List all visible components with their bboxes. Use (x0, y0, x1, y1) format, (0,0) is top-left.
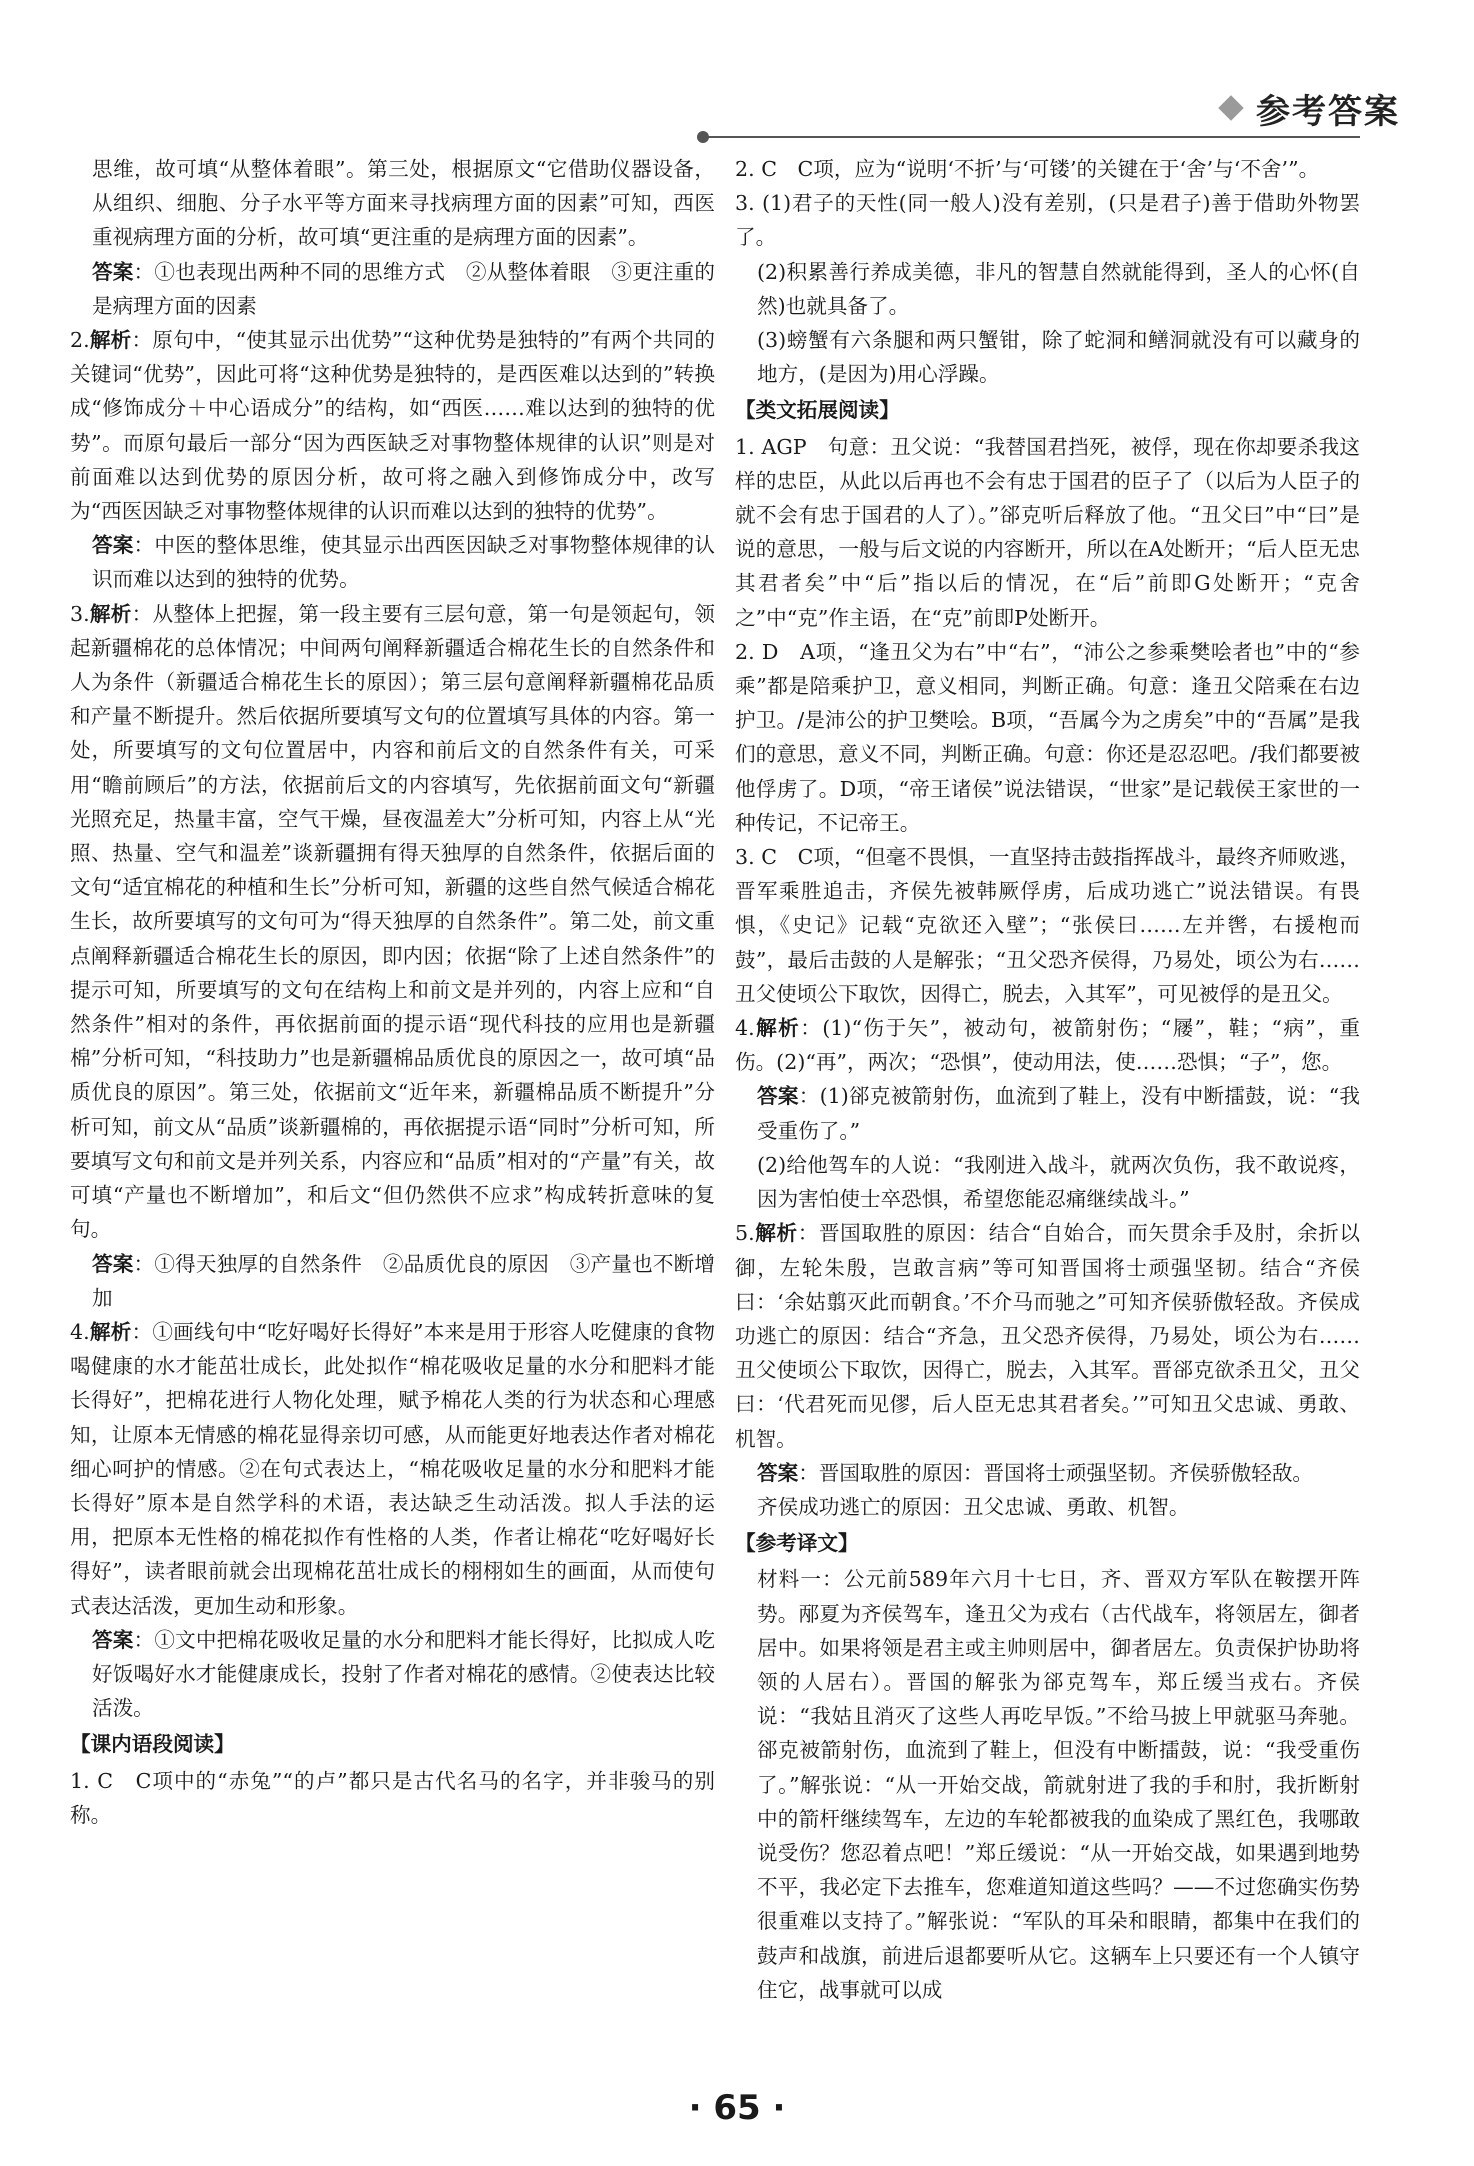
question-e3: 3. C C项，“但毫不畏惧，一直坚持击鼓指挥战斗，最终齐师败逃，晋军乘胜追击，齐侯先被韩厥俘虏，后成功逃亡”说法错误。有畏惧，《史记》记载“克欲还入壁”；“张侯曰……左并辔，右援枹而鼓”，最后击鼓的人是解张；“丑父恐齐侯得，乃易处，顷公为右……丑父使顷公下取饮，因得亡，脱去，入其军”，可见被俘的是丑父。 (735, 845, 1360, 1006)
question-k3-part2: (2)积累善行养成美德，非凡的智慧自然就能得到，圣人的心怀(自然)也就具备了。 (757, 259, 1360, 318)
section-heading-translation: 【参考译文】 (735, 1531, 859, 1556)
analysis-text: ：(1)“伤于矢”，被动句，被箭射伤；“屦”，鞋；“病”，重伤。(2)“再”，两次；“恐惧”，使动用法，使……恐惧；“子”，您。 (735, 1016, 1360, 1075)
analysis-text: ：晋国取胜的原因：结合“自始合，而矢贯余手及肘，余折以御，左轮朱殷，岂敢言病”等可知晋国将士顽强坚韧。结合“齐侯曰：‘余姑翦灭此而朝食。’不介马而驰之”可知齐侯骄傲轻敌。齐侯成功逃亡的原因：结合“齐急，丑父恐齐侯得，乃易处，顷公为右……丑父使顷公下取饮，因得亡，脱去，入其军。晋郤克欲杀丑父，丑父曰：‘代君死而见僇，后人臣无忠其君者矣。’”可知丑父忠诚、勇敢、机智。 (735, 1221, 1361, 1451)
diamond-icon (1218, 95, 1243, 120)
question-2 (70, 323, 715, 528)
section-heading-classroom: 【课内语段阅读】 (70, 1732, 235, 1757)
answer-continued: (2)给他驾车的人说：“我刚进入战斗，就两次负伤，我不敢说疼，因为害怕使士卒恐惧，希望您能忍痛继续战斗。” (757, 1152, 1360, 1212)
question-e4 (735, 1011, 1360, 1079)
answer-text: ：(1)郤克被箭射伤，血流到了鞋上，没有中断擂鼓，说：“我受重伤了。” (757, 1084, 1361, 1143)
answer-label: 答案 (92, 1627, 134, 1652)
question-e2: 2. D A项，“逢丑父为右”中“右”，“沛公之参乘樊哙者也”中的“参乘”都是陪乘护卫，意义相同，判断正确。句意：逢丑父陪乘在右边护卫。/是沛公的护卫樊哙。B项，“吾属今为之虏矣”中的“吾属”是我们的意思，意义不同，判断正确。句意：你还是忍忍吧。/我们都要被他俘虏了。D项，“帝王诸侯”说法错误，“世家”是记载侯王家世的一种传记，不记帝王。 (735, 639, 1360, 835)
question-number: 2. (70, 328, 90, 353)
question-number: 5. (735, 1221, 755, 1246)
section-heading-extended: 【类文拓展阅读】 (735, 398, 900, 423)
answer (735, 1456, 1360, 1490)
question-k1: 1. C C项中的“赤兔”“的卢”都只是古代名马的名字，并非骏马的别称。 (70, 1768, 715, 1827)
answer-label: 答案 (92, 1251, 134, 1276)
question-4 (70, 1315, 715, 1623)
page-header (1000, 88, 1400, 132)
answer-text: ：①文中把棉花吸收足量的水分和肥料才能长得好，比拟成人吃好饭喝好水才能健康成长，投射了作者对棉花的感情。②使表达比较活泼。 (92, 1627, 715, 1721)
question-e1: 1. AGP 句意：丑父说：“我替国君挡死，被俘，现在你却要杀我这样的忠臣，从此以后再也不会有忠于国君的臣子了（以后为人臣子的就不会有忠于国君的人了）。”郤克听后释放了他。“丑父曰”中“曰”是说的意思，一般与后文说的内容断开，所以在A处断开；“后人臣无忠其君者矣”中“后”指以后的情况，在“后”前即G处断开；“克舍之”中“克”作主语，在“克”前即P处断开。 (735, 434, 1360, 630)
left-column (70, 152, 715, 1832)
answer-continued: 齐侯成功逃亡的原因：丑父忠诚、勇敢、机智。 (757, 1494, 1190, 1519)
answer (70, 255, 715, 323)
page-number: · 65 · (688, 2088, 786, 2128)
answer-text: ：晋国取胜的原因：晋国将士顽强坚韧。齐侯骄傲轻敌。 (798, 1460, 1314, 1485)
analysis-label: 解析 (754, 1016, 801, 1041)
question-number: 4. (70, 1319, 90, 1344)
answer-label: 答案 (757, 1460, 799, 1485)
header-rule (700, 136, 1360, 138)
analysis-text: ：①画线句中“吃好喝好长得好”本来是用于形容人吃健康的食物喝健康的水才能茁壮成长，此处拟作“棉花吸收足量的水分和肥料才能长得好”，把棉花进行人物化处理，赋予棉花人类的行为状态和心理感知，让原本无情感的棉花显得亲切可感，从而能更好地表达作者对棉花细心呵护的情感。②在句式表达上，“棉花吸收足量的水分和肥料才能长得好”原本是自然学科的术语，表达缺乏生动活泼。拟人手法的运用，把原本无性格的棉花拟作有性格的人类，作者让棉花“吃好喝好长得好”，读者眼前就会出现棉花茁壮成长的栩栩如生的画面，从而使句式表达活泼，更加生动和形象。 (70, 1319, 715, 1618)
answer (735, 1079, 1360, 1147)
answer (70, 1623, 715, 1726)
answer-text: ：①得天独厚的自然条件 ②品质优良的原因 ③产量也不断增加 (92, 1251, 715, 1310)
question-3 (70, 597, 715, 1247)
question-number: 4. (735, 1016, 755, 1041)
analysis-text: ：原句中，“使其显示出优势”“这种优势是独特的”有两个共同的关键词“优势”，因此可将“这种优势是独特的，是西医难以达到的”转换成“修饰成分＋中心语成分”的结构，如“西医……难以达到的独特的优势”。而原句最后一部分“因为西医缺乏对事物整体规律的认识”则是对前面难以达到优势的原因分析，故可将之融入到修饰成分中，改写为“西医因缺乏对事物整体规律的认识而难以达到的独特的优势”。 (70, 328, 715, 524)
answer-text: ：中医的整体思维，使其显示出西医因缺乏对事物整体规律的认识而难以达到的独特的优势。 (92, 533, 715, 592)
right-column (735, 152, 1360, 2007)
analysis-label: 解析 (754, 1221, 798, 1246)
answer (70, 1247, 715, 1315)
answer-label: 答案 (92, 533, 134, 558)
answer-label: 答案 (92, 259, 134, 284)
analysis-text: ：从整体上把握，第一段主要有三层句意，第一句是领起句，领起新疆棉花的总体情况；中间两句阐释新疆适合棉花生长的自然条件和人为条件（新疆适合棉花生长的原因）；第三层句意阐释新疆棉花品质和产量不断提升。然后依据所要填写文句的位置填写具体的内容。第一处，所要填写的文句位置居中，内容和前后文的自然条件有关，可采用“瞻前顾后”的方法，依据前后文的内容填写，先依据前面文句“新疆光照充足，热量丰富，空气干燥，昼夜温差大”分析可知，内容上从“光照、热量、空气和温差”谈新疆拥有得天独厚的自然条件，依据后面的文句“适宜棉花的种植和生长”分析可知，新疆的这些自然气候适合棉花生长，故所要填写的文句可为“得天独厚的自然条件”。第二处，前文重点阐释新疆适合棉花生长的原因，即内因；依据“除了上述自然条件”的提示可知，所要填写的文句在结构上和前文是并列的，内容上应和“自然条件”相对的条件，再依据前面的提示语“现代科技的应用也是新疆棉”分析可知，“科技助力”也是新疆棉品质优良的原因之一，故可填“品质优良的原因”。第三处，依据前文“近年来，新疆棉品质不断提升”分析可知，前文从“品质”谈新疆棉的，再依据提示语“同时”分析可知，所要填写文句和前文是并列关系，内容应和“品质”相对的“产量”有关，故可填“产量也不断增加”，和后文“但仍然供不应求”构成转折意味的复句。 (70, 601, 716, 1242)
question-number: 3. (70, 601, 90, 626)
paragraph: 思维，故可填“从整体着眼”。第三处，根据原文“它借助仪器设备，从组织、细胞、分子水平等方面来寻找病理方面的因素”可知，西医重视病理方面的分析，故可填“更注重的是病理方面的因素”。 (92, 157, 715, 250)
analysis-label: 解析 (89, 1319, 132, 1344)
question-k2: 2. C C项，应为“说明‘不折’与‘可镂’的关键在于‘舍’与‘不舍’”。 (735, 157, 1320, 181)
translation-text: 材料一：公元前589年六月十七日，齐、晋双方军队在鞍摆开阵势。邴夏为齐侯驾车，逢丑父为戎右（古代战车，将领居左，御者居中。如果将领是君主或主帅则居中，御者居左。负责保护协助将领的人居右）。晋国的解张为郤克驾车，郑丘缓当戎右。齐侯说：“我姑且消灭了这些人再吃早饭。”不给马披上甲就驱马奔驰。郤克被箭射伤，血流到了鞋上，但没有中断擂鼓，说：“我受重伤了。”解张说：“从一开始交战，箭就射进了我的手和肘，我折断射中的箭杆继续驾车，左边的车轮都被我的血染成了黑红色，我哪敢说受伤？您忍着点吧！”郑丘缓说：“从一开始交战，如果遇到地势不平，我必定下去推车，您难道知道这些吗？——不过您确实伤势很重难以支持了。”解张说：“军队的耳朵和眼睛，都集中在我们的鼓声和战旗，前进后退都要听从它。这辆车上只要还有一个人镇守住它，战事就可以成 (757, 1567, 1360, 2002)
analysis-label: 解析 (89, 601, 132, 626)
header-title: 参考答案 (1256, 91, 1400, 132)
answer-label: 答案 (757, 1084, 799, 1109)
question-k3: 3. (1)君子的天性(同一般人)没有差别，(只是君子)善于借助外物罢了。 (735, 191, 1360, 250)
question-k3-part3: (3)螃蟹有六条腿和两只蟹钳，除了蛇洞和鳝洞就没有可以藏身的地方，(是因为)用心浮躁。 (757, 328, 1360, 387)
analysis-label: 解析 (89, 328, 132, 353)
answer (70, 528, 715, 596)
question-e5 (735, 1216, 1360, 1455)
answer-text: ：①也表现出两种不同的思维方式 ②从整体着眼 ③更注重的是病理方面的因素 (92, 259, 715, 318)
